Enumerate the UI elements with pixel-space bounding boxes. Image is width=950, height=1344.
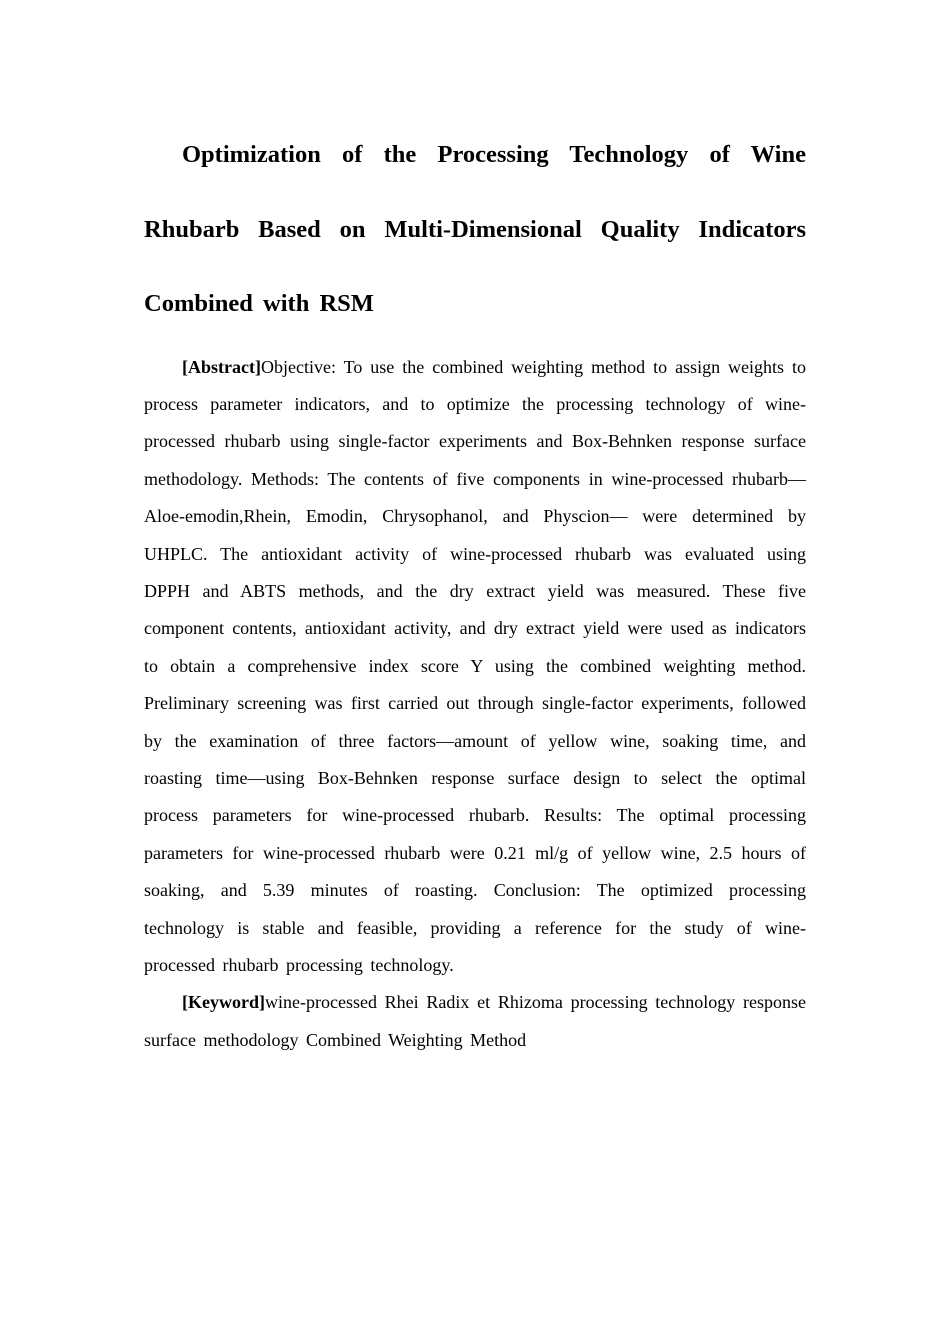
paper-page bbox=[144, 118, 806, 1059]
keyword-text: wine-processed Rhei Radix et Rhizoma processing technology response surface methodology Combined Weighting Method bbox=[144, 992, 806, 1050]
abstract-text: Objective: To use the combined weighting method to assign weights to process parameter indicators, and to optimize the processing technology of wine-processed rhubarb using single-factor experiments and Box-Behnken response surface methodology. Methods: The contents of five components in wine-processed rhubarb— Aloe-emodin,Rhein, Emodin, Chrysophanol, and Physcion— were determined by UHPLC. The antioxidant activity of wine-processed rhubarb was evaluated using DPPH and ABTS methods, and the dry extract yield was measured. These five component contents, antioxidant activity, and dry extract yield were used as indicators to obtain a comprehensive index score Y using the combined weighting method. Preliminary screening was first carried out through single-factor experiments, followed by the examination of three factors—amount of yellow wine, soaking time, and roasting time—using Box-Behnken response surface design to select the optimal process parameters for wine-processed rhubarb. Results: The optimal processing parameters for wine-processed rhubarb were 0.21 ml/g of yellow wine, 2.5 hours of soaking, and 5.39 minutes of roasting. Conclusion: The optimized processing technology is stable and feasible, providing a reference for the study of wine-processed rhubarb processing technology. bbox=[144, 356, 806, 975]
paper-title: Optimization of the Processing Technology of Wine Rhubarb Based on Multi-Dimensional Quality Indicators Combined with RSM bbox=[144, 141, 806, 317]
keyword-paragraph bbox=[144, 984, 806, 1059]
abstract-label: [Abstract] bbox=[182, 356, 261, 377]
keyword-label: [Keyword] bbox=[182, 992, 265, 1013]
abstract-paragraph bbox=[144, 349, 806, 985]
